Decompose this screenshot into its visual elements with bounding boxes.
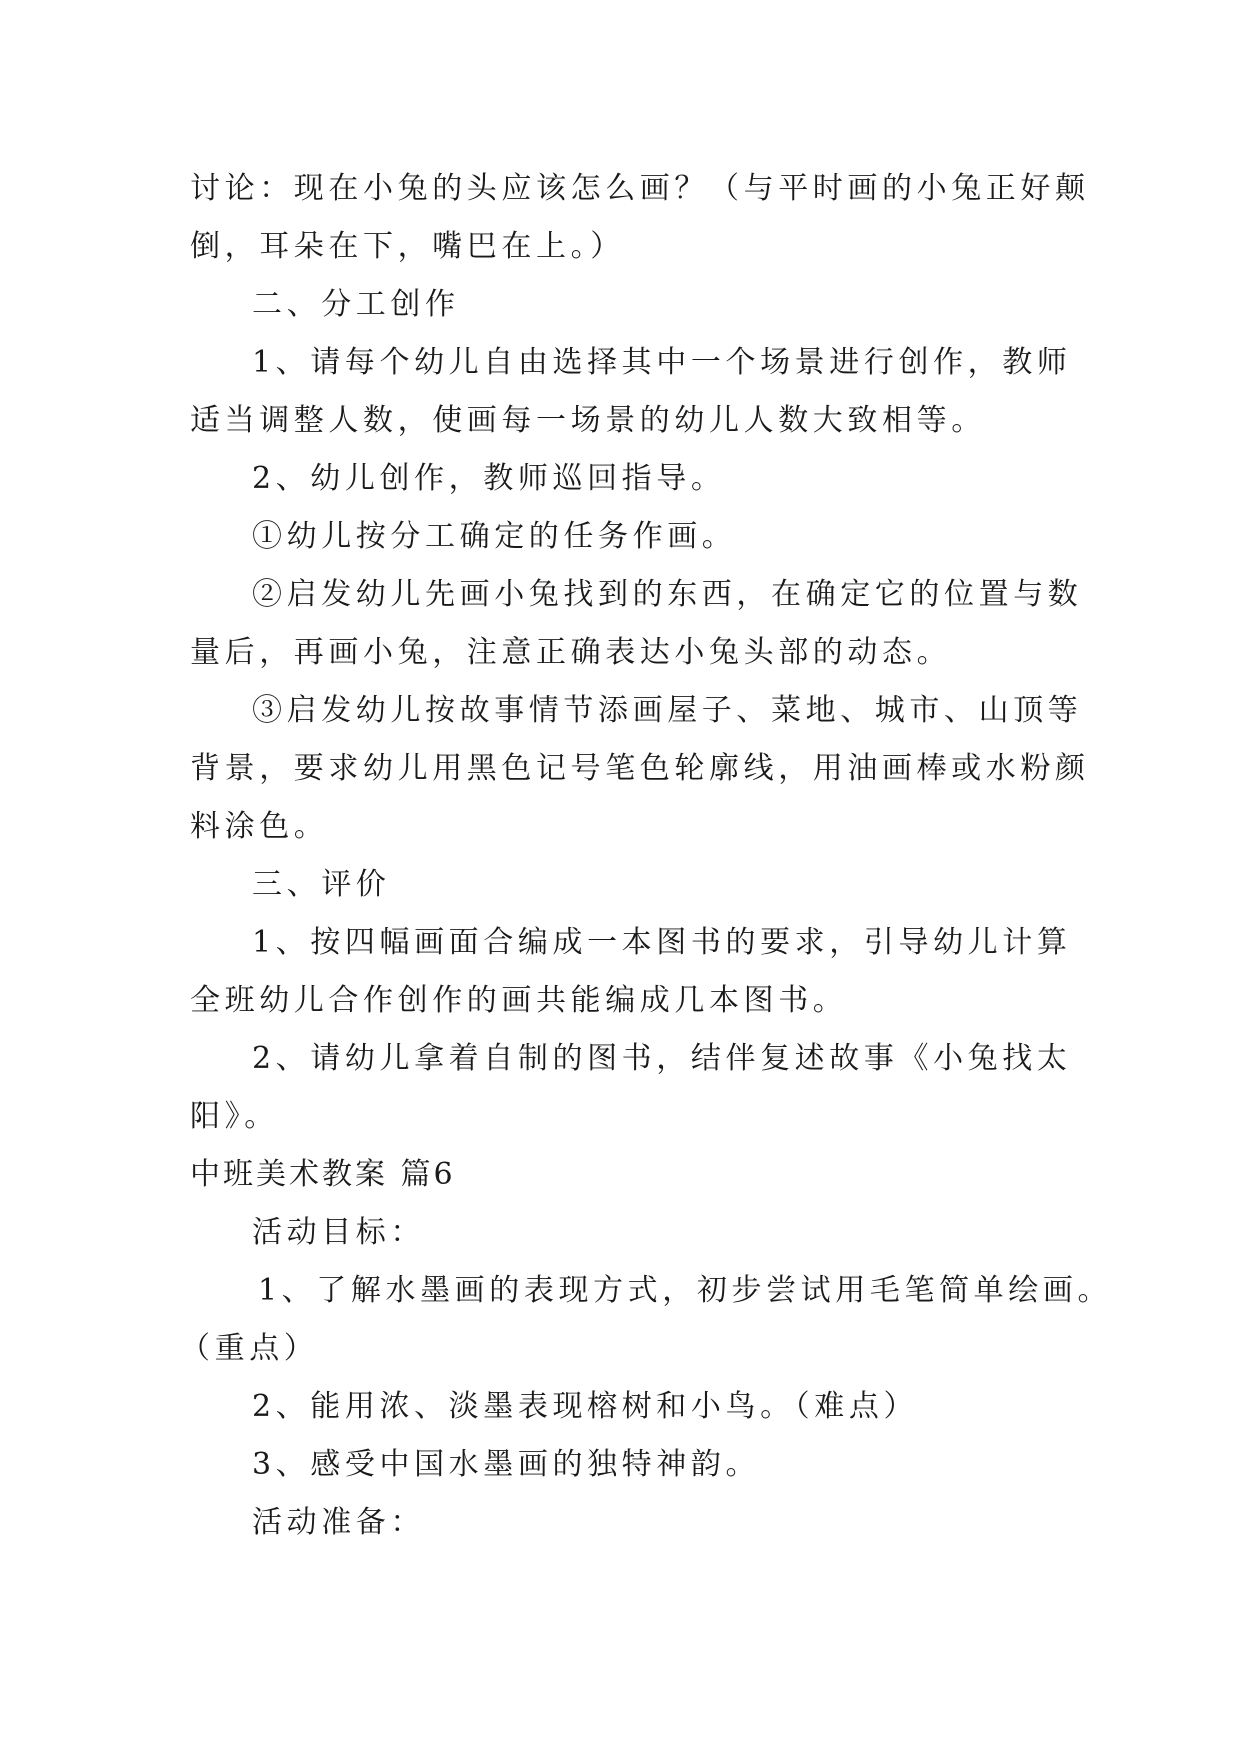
paragraph-line: 3、感受中国水墨画的独特神韵。 xyxy=(252,1447,761,1482)
paragraph-line: ②启发幼儿先画小兔找到的东西，在确定它的位置与数 xyxy=(252,577,1083,612)
paragraph-line: 1、了解水墨画的表现方式，初步尝试用毛笔简单绘画。 xyxy=(258,1273,1113,1308)
paragraph-line: 讨论：现在小兔的头应该怎么画？（与平时画的小兔正好颠 xyxy=(190,171,1090,206)
paragraph-line: 2、请幼儿拿着自制的图书，结伴复述故事《小兔找太 xyxy=(252,1041,1072,1076)
paragraph-line: 1、请每个幼儿自由选择其中一个场景进行创作，教师 xyxy=(252,345,1072,380)
paragraph-line: ③启发幼儿按故事情节添画屋子、菜地、城市、山顶等 xyxy=(252,693,1083,728)
paragraph-line: 倒，耳朵在下，嘴巴在上。） xyxy=(190,229,625,264)
subsection-heading: 活动准备： xyxy=(252,1505,425,1540)
paragraph-line: ①幼儿按分工确定的任务作画。 xyxy=(252,519,737,554)
paragraph-line: 量后，再画小兔，注意正确表达小兔头部的动态。 xyxy=(190,635,952,670)
paragraph-line: （重点） xyxy=(180,1331,319,1366)
paragraph-line: 适当调整人数，使画每一场景的幼儿人数大致相等。 xyxy=(190,403,986,438)
paragraph-line: 背景，要求幼儿用黑色记号笔色轮廓线，用油画棒或水粉颜 xyxy=(190,751,1090,786)
subsection-heading: 活动目标： xyxy=(252,1215,425,1250)
lesson-title: 中班美术教案 篇6 xyxy=(190,1157,456,1192)
paragraph-line: 1、按四幅画面合编成一本图书的要求，引导幼儿计算 xyxy=(252,925,1072,960)
section-heading: 二、分工创作 xyxy=(252,287,460,322)
paragraph-line: 全班幼儿合作创作的画共能编成几本图书。 xyxy=(190,983,848,1018)
paragraph-line: 2、能用浓、淡墨表现榕树和小鸟。（难点） xyxy=(252,1389,919,1424)
section-heading: 三、评价 xyxy=(252,867,391,902)
paragraph-line: 料涂色。 xyxy=(190,809,329,844)
paragraph-line: 2、幼儿创作，教师巡回指导。 xyxy=(252,461,726,496)
paragraph-line: 阳》。 xyxy=(190,1099,279,1134)
document-body xyxy=(180,160,1113,1552)
